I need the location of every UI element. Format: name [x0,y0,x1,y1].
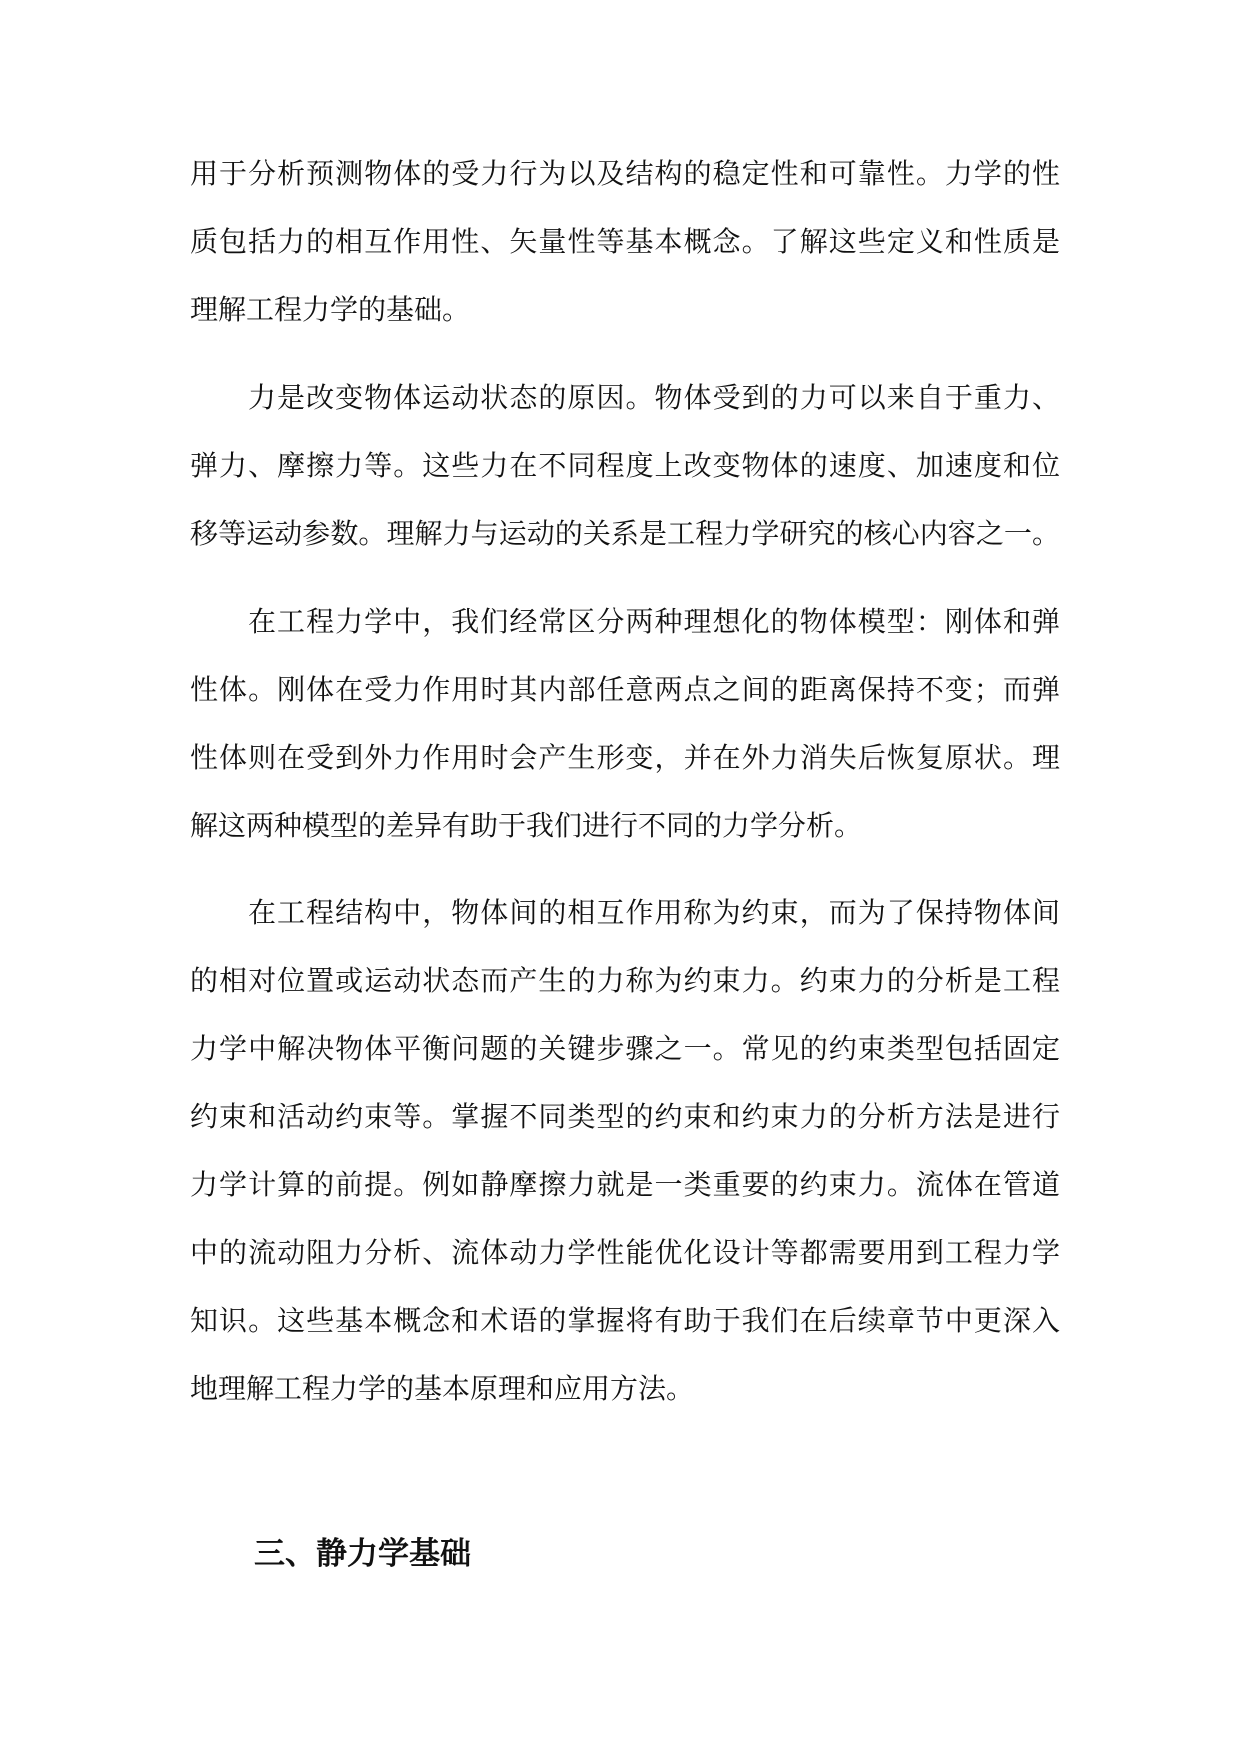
text-line: 约束和活动约束等。掌握不同类型的约束和约束力的分析方法是进行 [190,1100,1060,1133]
text-line: 理解工程力学的基础。 [190,293,471,326]
text-line: 移等运动参数。理解力与运动的关系是工程力学研究的核心内容之一。 [190,517,1060,550]
text-line: 用于分析预测物体的受力行为以及结构的稳定性和可靠性。力学的性 [190,157,1060,190]
text-line: 性体则在受到外力作用时会产生形变，并在外力消失后恢复原状。理 [190,741,1060,774]
text-line: 力学中解决物体平衡问题的关键步骤之一。常见的约束类型包括固定 [190,1032,1060,1065]
text-line: 弹力、摩擦力等。这些力在不同程度上改变物体的速度、加速度和位 [190,449,1060,482]
text-line: 力学计算的前提。例如静摩擦力就是一类重要的约束力。流体在管道 [190,1168,1060,1201]
text-line: 的相对位置或运动状态而产生的力称为约束力。约束力的分析是工程 [190,964,1060,997]
text-line: 在工程结构中，物体间的相互作用称为约束，而为了保持物体间 [248,896,1060,929]
text-line: 质包括力的相互作用性、矢量性等基本概念。了解这些定义和性质是 [190,225,1060,258]
text-line: 力是改变物体运动状态的原因。物体受到的力可以来自于重力、 [248,381,1060,414]
text-line: 中的流动阻力分析、流体动力学性能优化设计等都需要用到工程力学 [190,1236,1060,1269]
text-line: 性体。刚体在受力作用时其内部任意两点之间的距离保持不变；而弹 [190,673,1060,706]
text-line: 解这两种模型的差异有助于我们进行不同的力学分析。 [190,809,863,842]
text-line: 知识。这些基本概念和术语的掌握将有助于我们在后续章节中更深入 [190,1304,1060,1337]
text-line: 在工程力学中，我们经常区分两种理想化的物体模型：刚体和弹 [248,605,1060,638]
section-heading: 三、静力学基础 [254,1536,471,1572]
text-line: 地理解工程力学的基本原理和应用方法。 [190,1372,695,1405]
